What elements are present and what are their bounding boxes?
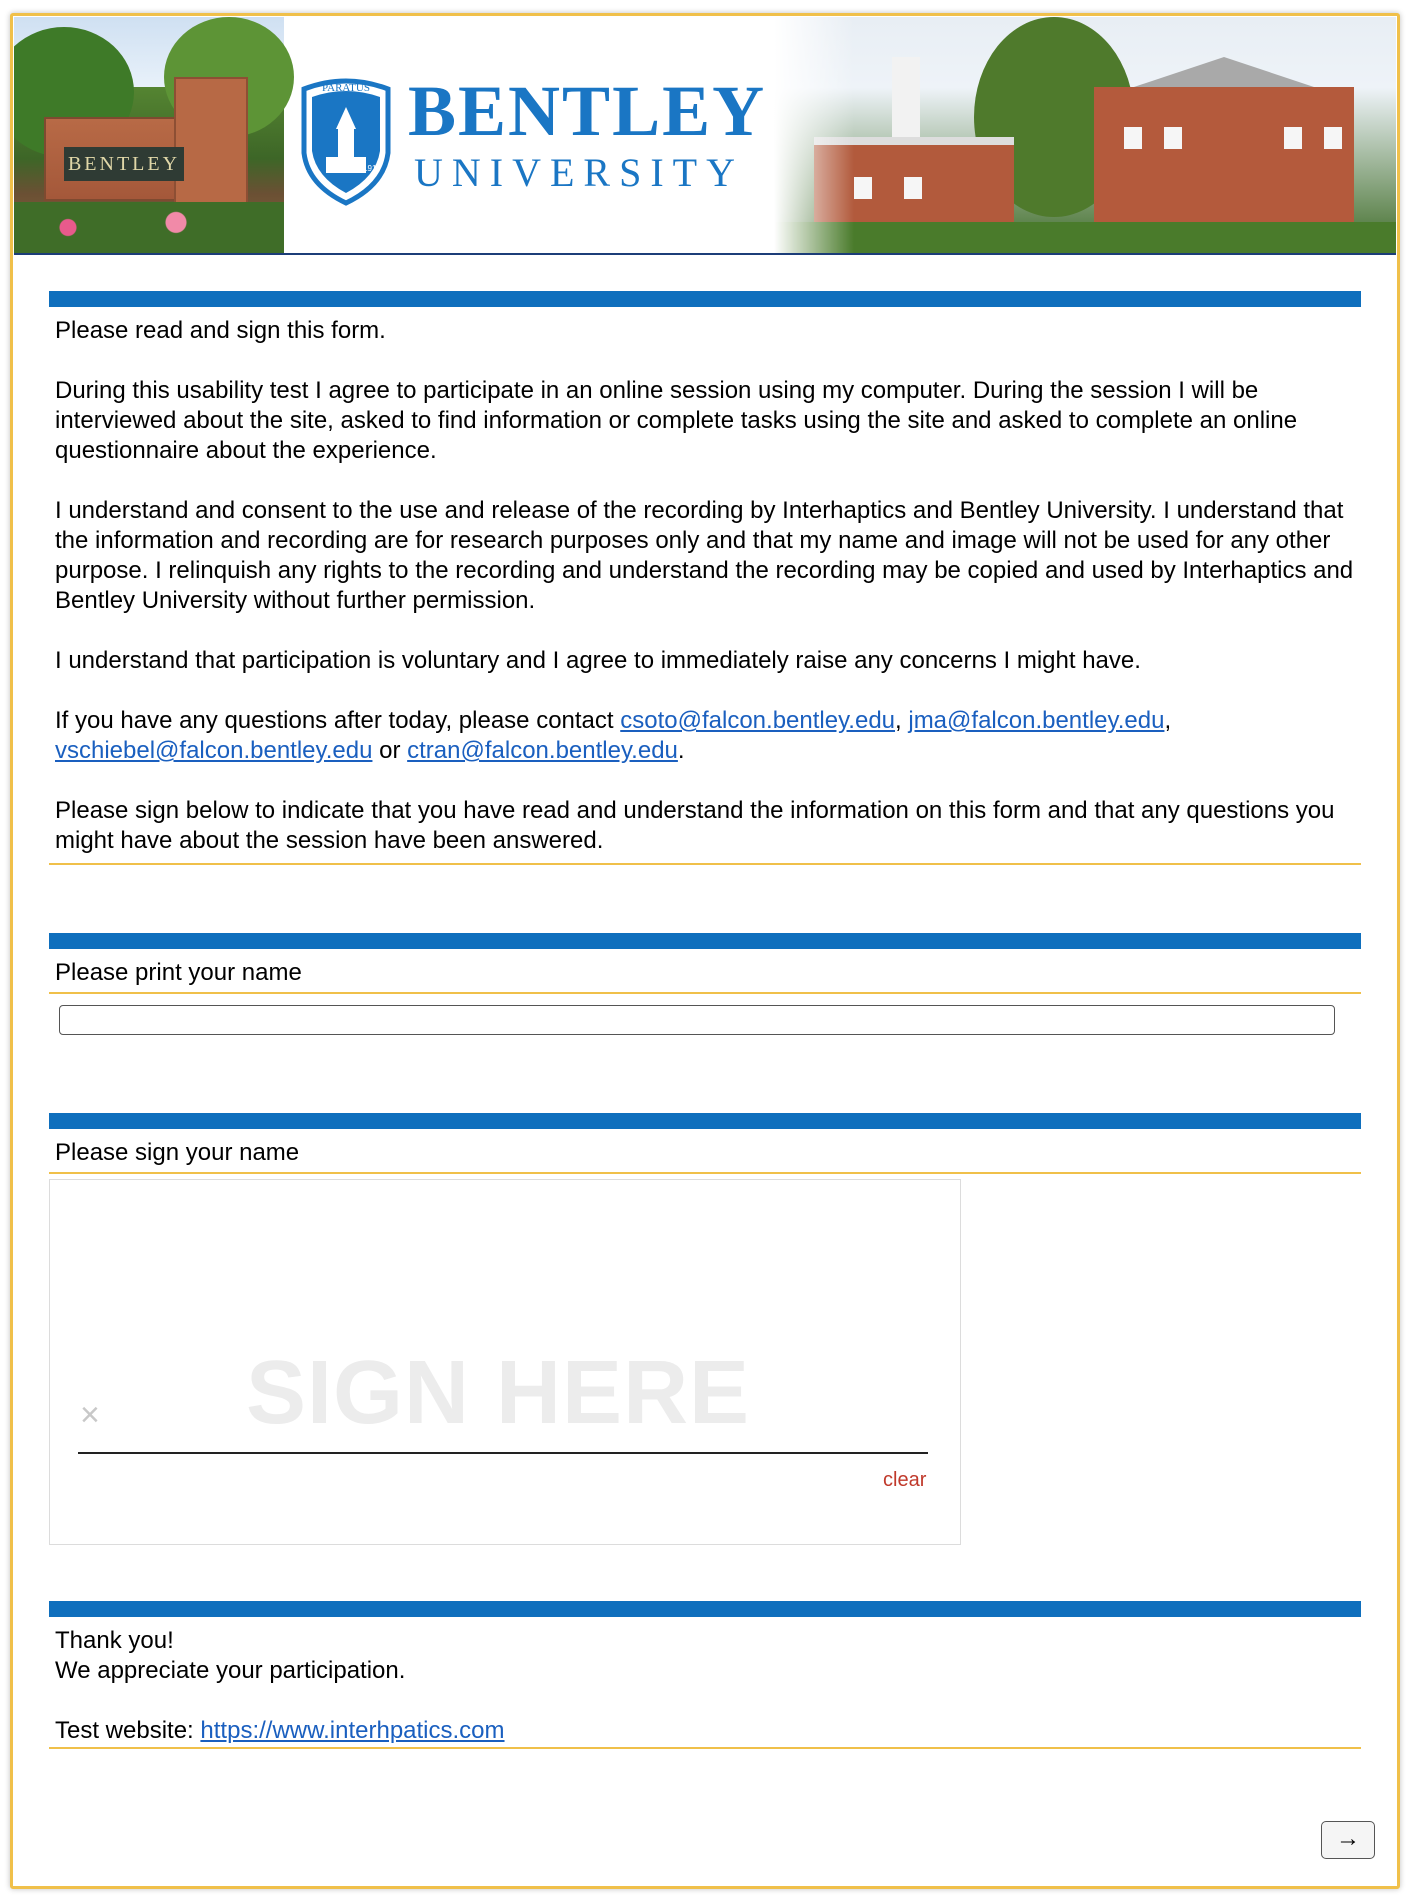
section-bar-thanks <box>49 1601 1361 1617</box>
clear-signature-button[interactable]: clear <box>883 1469 927 1491</box>
shield-icon <box>296 67 396 207</box>
campus-entrance-photo <box>14 17 284 253</box>
sign-name-label: Please sign your name <box>55 1139 300 1166</box>
consent-paragraph-1: During this usability test I agree to participate in an online session using my computer. During the session I will be interviewed about the site, asked to find information or complete tasks using the site and asked to complete an online questionnaire about the experience. <box>55 377 1298 464</box>
email-link-jma[interactable]: jma@falcon.bentley.edu <box>908 707 1165 734</box>
shield-motto: PARATUS <box>322 82 370 94</box>
print-name-input[interactable] <box>59 1005 1335 1035</box>
test-website-line: Test website: https://www.interhpatics.com <box>55 1717 505 1744</box>
brand-name: BENTLEY <box>408 71 767 151</box>
thanks-line-1: Thank you! <box>55 1627 174 1654</box>
section-rule-sign-name <box>49 1172 1361 1174</box>
signature-pad[interactable] <box>49 1179 961 1545</box>
section-bar-consent <box>49 291 1361 307</box>
email-link-csoto[interactable]: csoto@falcon.bentley.edu <box>620 707 896 734</box>
header-banner <box>14 17 1396 255</box>
consent-paragraph-2: I understand and consent to the use and release of the recording by Interhaptics and Bentley University. I understand that the information and recording are for research purposes only and that my name and image will not be used for any other purpose. I relinquish any rights to the recording and understand the recording may be copied and used by Interhaptics and Bentley University without further permission. <box>55 497 1354 614</box>
next-button[interactable] <box>1321 1821 1375 1859</box>
entrance-plaque: BENTLEY <box>64 147 184 181</box>
section-rule-thanks <box>49 1747 1361 1749</box>
section-rule-consent <box>49 863 1361 865</box>
email-link-ctran[interactable]: ctran@falcon.bentley.edu <box>407 737 678 764</box>
signature-x-icon: × <box>80 1396 100 1434</box>
bentley-logo <box>296 67 766 207</box>
consent-intro: Please read and sign this form. <box>55 317 386 344</box>
print-name-label: Please print your name <box>55 959 302 986</box>
thanks-line-2: We appreciate your participation. <box>55 1657 406 1684</box>
section-bar-print-name <box>49 933 1361 949</box>
brand-subtitle: UNIVERSITY <box>414 150 744 195</box>
consent-paragraph-5: Please sign below to indicate that you have read and understand the information on this form and that any questions you might have about the session have been answered. <box>55 797 1335 854</box>
campus-buildings-photo <box>774 17 1396 253</box>
arrow-right-icon: → <box>1336 1825 1360 1852</box>
consent-text <box>55 316 1355 856</box>
consent-paragraph-3: I understand that participation is voluntary and I agree to immediately raise any concerns I might have. <box>55 647 1141 674</box>
thanks-text <box>55 1626 1355 1746</box>
shield-year: 1917 <box>363 164 381 173</box>
signature-line <box>78 1452 928 1454</box>
sign-here-watermark: SIGN HERE <box>246 1343 751 1443</box>
section-bar-sign-name <box>49 1113 1361 1129</box>
email-link-vschiebel[interactable]: vschiebel@falcon.bentley.edu <box>55 737 373 764</box>
test-website-link[interactable]: https://www.interhpatics.com <box>200 1717 505 1744</box>
section-rule-print-name <box>49 992 1361 994</box>
survey-frame <box>10 13 1400 1889</box>
consent-contact: If you have any questions after today, please contact csoto@falcon.bentley.edu, jma@falcon.bentley.edu, vschiebel@falcon.bentley.edu or ctran@falcon.bentley.edu. <box>55 707 1172 764</box>
